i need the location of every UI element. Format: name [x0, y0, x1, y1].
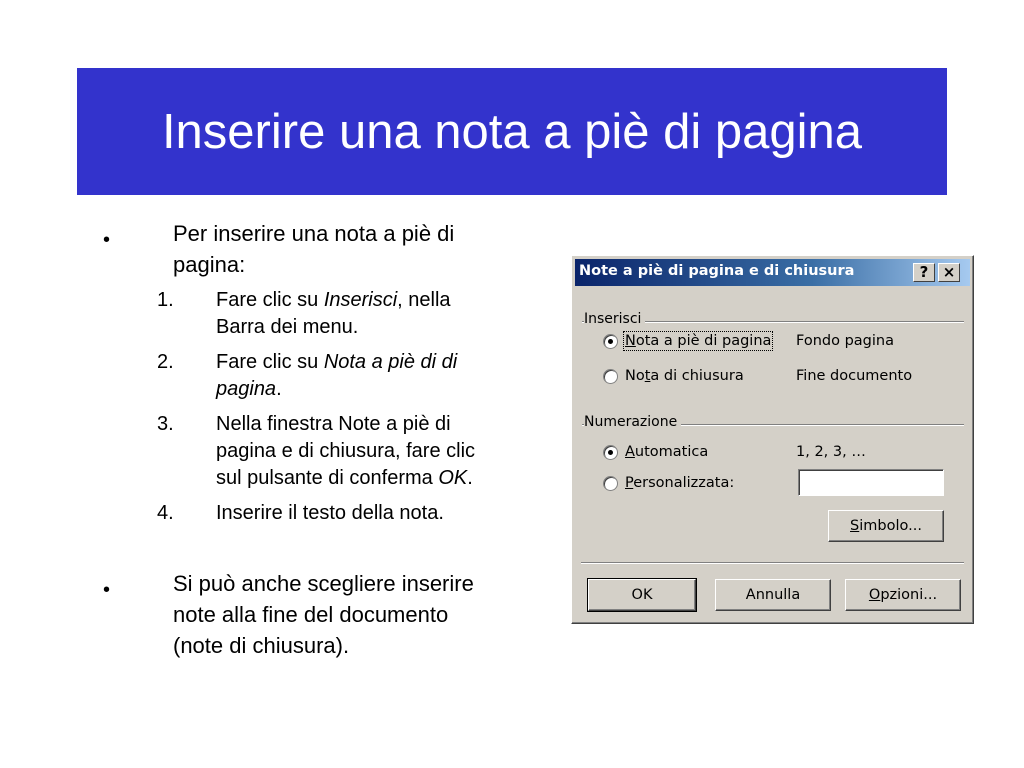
bullet-text: Si può anche scegliere inserire	[173, 571, 474, 596]
footnote-dialog	[571, 255, 974, 624]
insert-group-label: Inserisci	[584, 311, 645, 327]
dialog-titlebar	[575, 259, 970, 286]
bullet-mark: •	[103, 579, 111, 601]
symbol-button[interactable]: Simbolo...	[828, 510, 944, 542]
custom-option-label[interactable]: Personalizzata:	[625, 475, 735, 491]
bullet-text: pagina:	[173, 252, 246, 277]
step-text: pagina e di chiusura, fare clic	[216, 440, 476, 462]
footnote-option-label[interactable]: Nota a piè di pagina	[625, 333, 772, 349]
close-button[interactable]: ×	[938, 263, 960, 282]
cancel-button[interactable]: Annulla	[715, 579, 831, 611]
numbering-group-label: Numerazione	[584, 414, 681, 430]
automatic-format-value: 1, 2, 3, …	[796, 444, 866, 460]
automatic-radio[interactable]	[603, 445, 618, 460]
endnote-option-label[interactable]: Nota di chiusura	[625, 368, 744, 384]
bullet-text: (note di chiusura).	[173, 633, 350, 658]
help-button[interactable]: ?	[913, 263, 935, 282]
footnote-position-value: Fondo pagina	[796, 333, 894, 349]
step-text: Fare clic su Nota a piè di di	[216, 351, 458, 373]
dialog-separator	[581, 562, 964, 564]
automatic-option-label[interactable]: Automatica	[625, 444, 709, 460]
ok-button[interactable]: OK	[588, 579, 696, 611]
step-number: 1.	[157, 289, 174, 311]
radio-selected-dot	[608, 450, 613, 455]
step-text: Nella finestra Note a piè di	[216, 413, 451, 435]
step-text: Fare clic su Inserisci, nella	[216, 289, 451, 311]
footnote-radio[interactable]	[603, 334, 618, 349]
options-button[interactable]: Opzioni...	[845, 579, 961, 611]
endnote-position-value: Fine documento	[796, 368, 913, 384]
step-text: sul pulsante di conferma OK.	[216, 467, 473, 489]
bullet-text: note alla fine del documento	[173, 602, 449, 627]
custom-mark-input[interactable]	[798, 469, 944, 496]
slide-title-bar	[77, 68, 947, 195]
step-number: 4.	[157, 502, 174, 524]
step-text: Barra dei menu.	[216, 316, 359, 338]
step-text: Inserire il testo della nota.	[216, 502, 444, 524]
bullet-mark: •	[103, 229, 111, 251]
step-number: 2.	[157, 351, 174, 373]
step-text: pagina.	[216, 378, 282, 400]
endnote-radio[interactable]	[603, 369, 618, 384]
dialog-title: Note a piè di pagina e di chiusura	[579, 263, 855, 279]
bullet-text: Per inserire una nota a piè di	[173, 221, 455, 246]
custom-radio[interactable]	[603, 476, 618, 491]
radio-selected-dot	[608, 339, 613, 344]
step-number: 3.	[157, 413, 174, 435]
slide-title: Inserire una nota a piè di pagina	[161, 105, 863, 159]
